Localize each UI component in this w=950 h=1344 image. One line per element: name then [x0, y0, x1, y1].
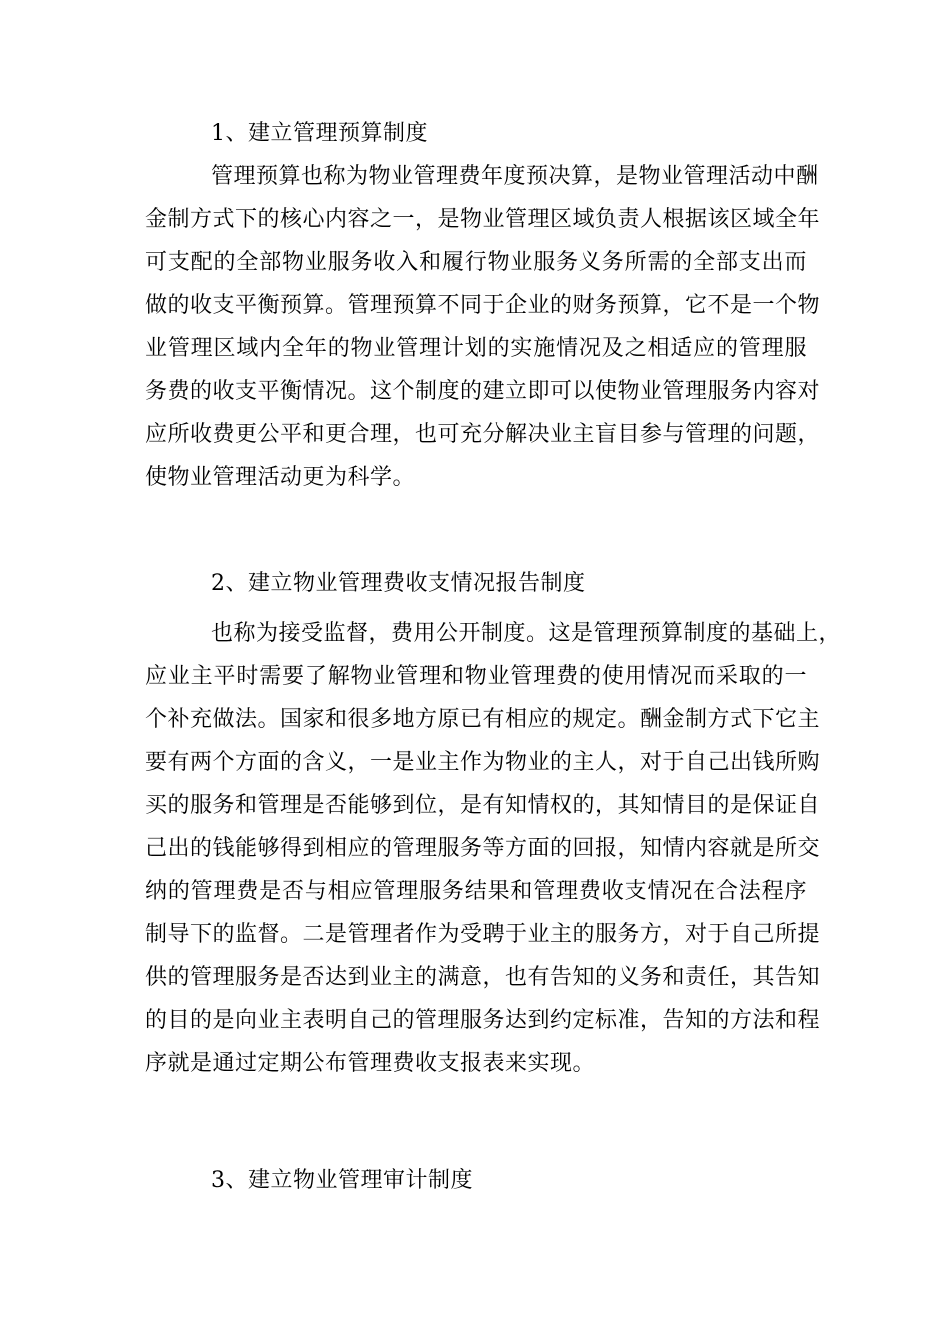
heading-fee-report: 2、建立物业管理费收支情况报告制度 — [211, 571, 586, 596]
paragraph-line: 业管理区域内全年的物业管理计划的实施情况及之相适应的管理服 — [145, 336, 807, 361]
paragraph-line: 要有两个方面的含义，一是业主作为物业的主人，对于自己出钱所购 — [145, 750, 821, 775]
paragraph-line: 的目的是向业主表明自己的管理服务达到约定标准，告知的方法和程 — [145, 1008, 821, 1033]
paragraph-line: 也称为接受监督，费用公开制度。这是管理预算制度的基础上， — [211, 621, 842, 646]
paragraph-line: 应所收费更公平和更合理，也可充分解决业主盲目参与管理的问题， — [145, 422, 821, 447]
paragraph-line: 买的服务和管理是否能够到位，是有知情权的，其知情目的是保证自 — [145, 793, 821, 818]
paragraph-line: 供的管理服务是否达到业主的满意，也有告知的义务和责任，其告知 — [145, 965, 821, 990]
paragraph-line: 己出的钱能够得到相应的管理服务等方面的回报，知情内容就是所交 — [145, 836, 821, 861]
paragraph-line: 管理预算也称为物业管理费年度预决算，是物业管理活动中酬 — [211, 164, 819, 189]
paragraph-line: 做的收支平衡预算。管理预算不同于企业的财务预算，它不是一个物 — [145, 293, 821, 318]
heading-management-budget: 1、建立管理预算制度 — [211, 121, 428, 146]
paragraph-line: 个补充做法。国家和很多地方原已有相应的规定。酬金制方式下它主 — [145, 707, 821, 732]
paragraph-line: 使物业管理活动更为科学。 — [145, 465, 416, 490]
paragraph-line: 纳的管理费是否与相应管理服务结果和管理费收支情况在合法程序 — [145, 879, 807, 904]
paragraph-fee-report — [145, 612, 842, 1085]
heading-audit: 3、建立物业管理审计制度 — [211, 1168, 473, 1193]
paragraph-management-budget — [145, 155, 821, 499]
paragraph-line: 可支配的全部物业服务收入和履行物业服务义务所需的全部支出而 — [145, 250, 807, 275]
paragraph-line: 序就是通过定期公布管理费收支报表来实现。 — [145, 1051, 596, 1076]
paragraph-line: 应业主平时需要了解物业管理和物业管理费的使用情况而采取的一 — [145, 664, 807, 689]
paragraph-line: 务费的收支平衡情况。这个制度的建立即可以使物业管理服务内容对 — [145, 379, 821, 404]
paragraph-line: 金制方式下的核心内容之一，是物业管理区域负责人根据该区域全年 — [145, 207, 821, 232]
paragraph-line: 制导下的监督。二是管理者作为受聘于业主的服务方，对于自己所提 — [145, 922, 821, 947]
